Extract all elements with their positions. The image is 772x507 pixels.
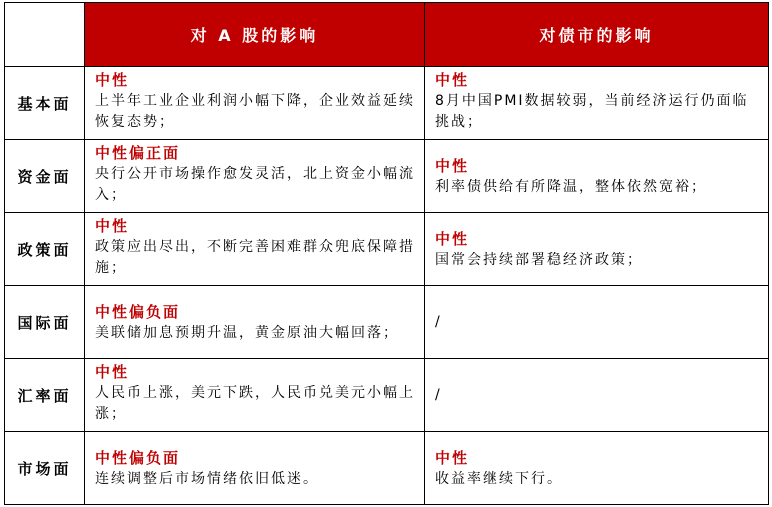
bond-cell <box>425 213 769 286</box>
a-share-cell <box>85 432 425 505</box>
bond-text: / <box>435 314 442 330</box>
row-label: 基本面 <box>5 67 85 140</box>
a-share-rating: 中性 <box>95 363 130 381</box>
impact-table <box>4 2 769 505</box>
table-row <box>5 213 769 286</box>
row-label: 汇率面 <box>5 359 85 432</box>
header-row <box>5 3 769 67</box>
a-share-cell <box>85 140 425 213</box>
row-label: 国际面 <box>5 286 85 359</box>
a-share-rating: 中性 <box>95 217 130 235</box>
a-share-cell <box>85 359 425 432</box>
bond-rating: 中性 <box>435 71 470 89</box>
a-share-text: 人民币上涨，美元下跌，人民币兑美元小幅上涨； <box>95 385 415 422</box>
bond-cell <box>425 286 769 359</box>
a-share-rating: 中性偏正面 <box>95 144 181 162</box>
bond-header: 对债市的影响 <box>425 3 769 67</box>
a-share-cell <box>85 67 425 140</box>
table-row <box>5 67 769 140</box>
bond-cell <box>425 140 769 213</box>
a-share-cell <box>85 286 425 359</box>
a-share-text: 连续调整后市场情绪依旧低迷。 <box>95 470 319 487</box>
bond-cell <box>425 359 769 432</box>
bond-cell <box>425 432 769 505</box>
bond-cell <box>425 67 769 140</box>
row-label: 政策面 <box>5 213 85 286</box>
corner-cell <box>5 3 85 67</box>
a-share-text: 政策应出尽出，不断完善困难群众兜底保障措施； <box>95 239 415 276</box>
bond-rating: 中性 <box>435 448 470 467</box>
row-label: 市场面 <box>5 432 85 505</box>
a-share-rating: 中性偏负面 <box>95 448 181 467</box>
table-row <box>5 140 769 213</box>
a-share-rating: 中性偏负面 <box>95 302 181 321</box>
bond-rating: 中性 <box>435 156 470 175</box>
bond-text: 收益率继续下行。 <box>435 470 563 487</box>
a-share-header: 对 A 股的影响 <box>85 3 425 67</box>
bond-text: / <box>435 387 442 403</box>
a-share-text: 上半年工业企业利润小幅下降，企业效益延续恢复态势； <box>95 93 415 130</box>
bond-text: 利率债供给有所降温，整体依然宽裕； <box>435 178 707 195</box>
a-share-cell <box>85 213 425 286</box>
table-row <box>5 432 769 505</box>
table-row <box>5 286 769 359</box>
a-share-text: 美联储加息预期升温，黄金原油大幅回落； <box>95 324 399 341</box>
a-share-text: 央行公开市场操作愈发灵活，北上资金小幅流入； <box>95 166 415 203</box>
bond-text: 国常会持续部署稳经济政策； <box>435 251 643 268</box>
bond-rating: 中性 <box>435 229 470 248</box>
table-row <box>5 359 769 432</box>
bond-text: 8月中国PMI数据较弱，当前经济运行仍面临挑战； <box>435 93 749 130</box>
a-share-rating: 中性 <box>95 71 130 89</box>
row-label: 资金面 <box>5 140 85 213</box>
